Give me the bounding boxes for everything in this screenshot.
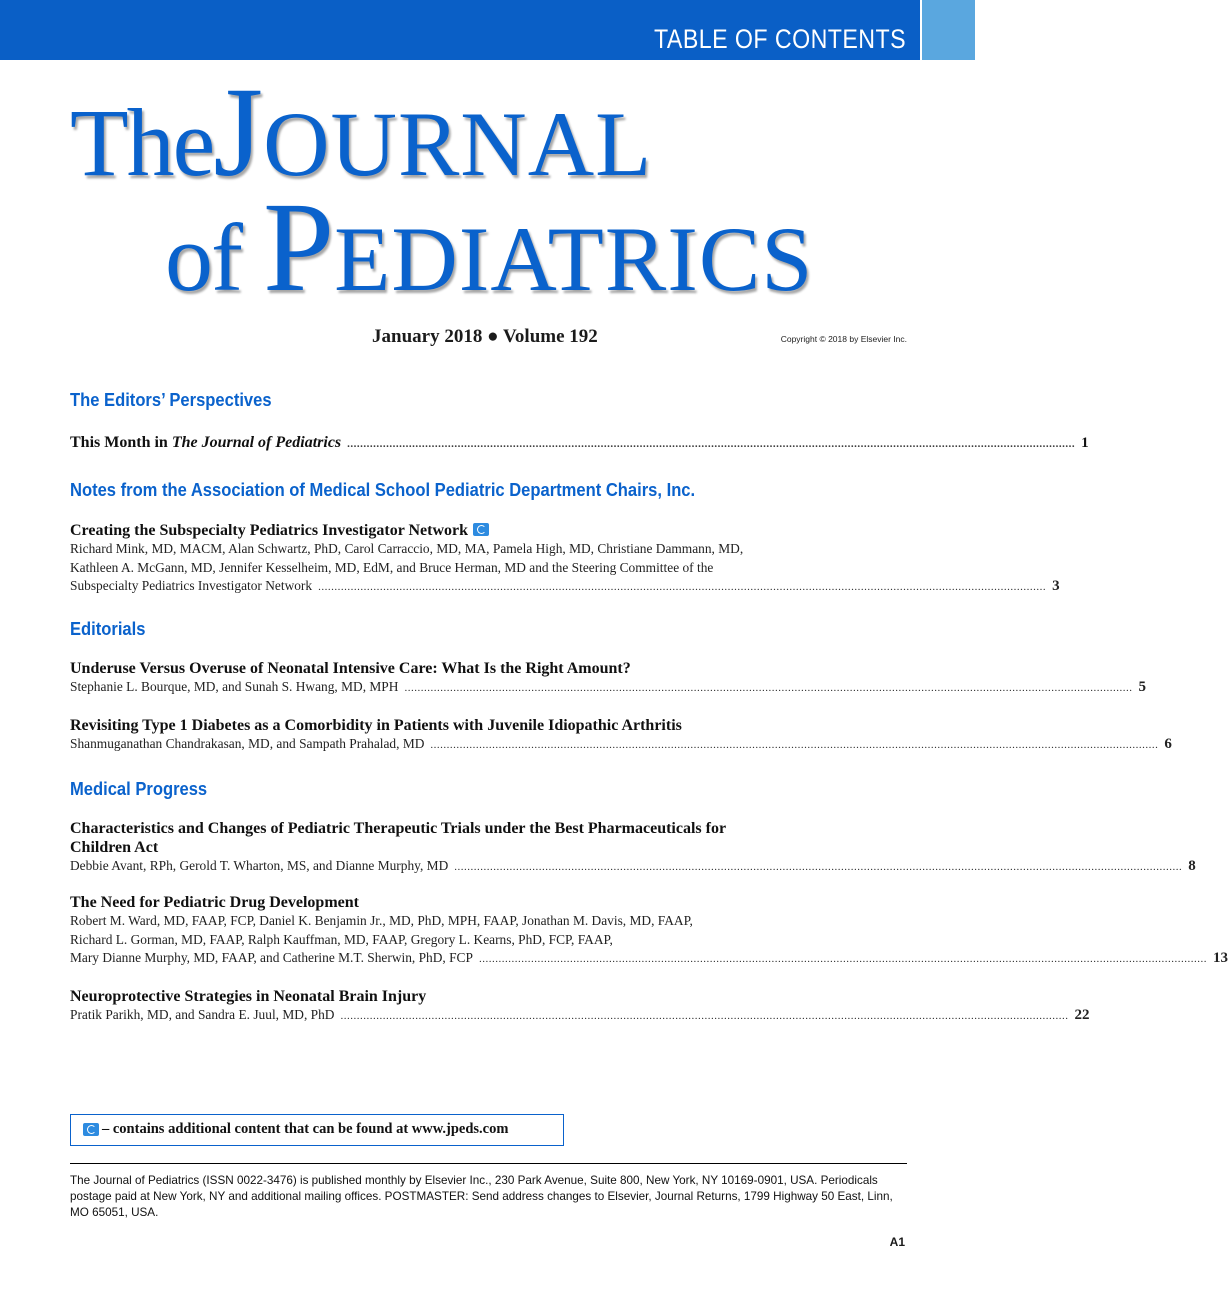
masthead-line-2: [165, 176, 814, 318]
toc-entry[interactable]: [70, 659, 1146, 698]
masthead-the: The: [70, 89, 214, 196]
entry-title[interactable]: Characteristics and Changes of Pediatric Therapeutic Trials under the Best Pharmaceuticals for: [70, 819, 727, 837]
entry-title[interactable]: The Need for Pediatric Drug Development: [70, 894, 359, 911]
entry-title[interactable]: Neuroprotective Strategies in Neonatal Brain Injury: [70, 987, 427, 1005]
entry-authors: Pratik Parikh, MD, and Sandra E. Juul, MD, PhD: [70, 1006, 335, 1022]
section-label: TABLE OF CONTENTS: [653, 24, 906, 54]
page-number: 22: [1074, 1006, 1090, 1023]
issue-date-volume: January 2018 ● Volume 192: [372, 326, 598, 347]
toc-entry[interactable]: [70, 521, 1060, 597]
page-number-footer: A1: [889, 1235, 905, 1249]
leader-dots: ................................................................................................................................................................................................................................: [478, 953, 1207, 965]
page-number: 1: [1081, 435, 1089, 451]
page-number: 6: [1164, 736, 1172, 752]
masthead-line-1: [70, 61, 653, 203]
copyright: Copyright © 2018 by Elsevier Inc.: [780, 334, 907, 344]
entry-authors: Robert M. Ward, MD, FAAP, FCP, Daniel K. Benjamin Jr., MD, PhD, MPH, FAAP, Jonathan M. Davis, MD, FAAP,: [70, 913, 693, 928]
masthead-ediatrics: EDIATRICS: [334, 208, 814, 310]
page-number: 3: [1052, 578, 1060, 594]
section-heading-editorials: Editorials: [70, 618, 146, 639]
additional-content-legend: [70, 1114, 564, 1146]
entry-authors: Debbie Avant, RPh, Gerold T. Wharton, MS, and Dianne Murphy, MD: [70, 857, 449, 873]
masthead-j: J: [213, 61, 264, 203]
page-number: 13: [1212, 950, 1228, 966]
table-of-contents: [70, 390, 1228, 1025]
header-accent-block: [922, 0, 975, 60]
header-bar: [0, 0, 920, 60]
toc-entry[interactable]: [70, 819, 1196, 877]
leader-dots: ................................................................................................................................................................................................................................: [454, 860, 1183, 873]
entry-authors: Richard L. Gorman, MD, FAAP, Ralph Kauffman, MD, FAAP, Gregory L. Kearns, PhD, FCP, FAAP,: [70, 931, 613, 947]
entry-authors: Shanmuganathan Chandrakasan, MD, and Sampath Prahalad, MD: [70, 736, 425, 751]
page-number: 8: [1188, 857, 1196, 874]
additional-content-icon: [83, 1123, 99, 1136]
entry-authors: Kathleen A. McGann, MD, Jennifer Kesselheim, MD, EdM, and Bruce Herman, MD and the Steering Committee of the: [70, 559, 714, 575]
masthead-ournal: OURNAL: [263, 93, 653, 195]
leader-dots: ................................................................................................................................................................................................................................: [430, 739, 1159, 751]
leader-dots: ................................................................................................................................................................................................................................: [347, 438, 1076, 450]
entry-authors: Richard Mink, MD, MACM, Alan Schwartz, PhD, Carol Carraccio, MD, MA, Pamela High, MD, Christiane Dammann, MD,: [70, 541, 744, 556]
entry-title[interactable]: This Month in The Journal of Pediatrics: [70, 434, 342, 451]
masthead-of: of: [165, 204, 241, 311]
footer-rule: [70, 1163, 907, 1164]
toc-entry[interactable]: [70, 893, 1228, 969]
section-heading-medical-progress: Medical Progress: [70, 778, 208, 799]
section-heading-editors-perspectives: The Editors’ Perspectives: [70, 390, 272, 410]
entry-authors: Stephanie L. Bourque, MD, and Sunah S. Hwang, MD, MPH: [70, 678, 399, 694]
entry-title[interactable]: Underuse Versus Overuse of Neonatal Intensive Care: What Is the Right Amount?: [70, 659, 631, 677]
leader-dots: ................................................................................................................................................................................................................................: [318, 581, 1047, 593]
toc-entry[interactable]: [70, 716, 1172, 755]
toc-entry[interactable]: [70, 433, 1089, 454]
leader-dots: ................................................................................................................................................................................................................................: [340, 1009, 1069, 1022]
leader-dots: ................................................................................................................................................................................................................................: [404, 681, 1133, 694]
section-heading-notes: Notes from the Association of Medical School Pediatric Department Chairs, Inc.: [70, 480, 696, 500]
additional-content-icon: [473, 523, 489, 536]
entry-authors: Mary Dianne Murphy, MD, FAAP, and Catherine M.T. Sherwin, PhD, FCP: [70, 950, 473, 965]
entry-title[interactable]: Children Act: [70, 838, 159, 856]
masthead-p: P: [262, 176, 335, 318]
entry-authors: Subspecialty Pediatrics Investigator Network: [70, 578, 313, 593]
toc-entry[interactable]: [70, 987, 1090, 1026]
entry-title[interactable]: Creating the Subspecialty Pediatrics Investigator Network: [70, 521, 907, 540]
page-number: 5: [1138, 678, 1146, 695]
entry-title[interactable]: Revisiting Type 1 Diabetes as a Comorbidity in Patients with Juvenile Idiopathic Arthritis: [70, 717, 682, 734]
publication-footer: The Journal of Pediatrics (ISSN 0022-3476) is published monthly by Elsevier Inc., 230 Park Avenue, Suite 800, New York, NY 10169-0901, USA. Periodicals postage paid at New York, NY and additional mailing offices. POSTMASTER: Send address changes to Elsevier, Journal Returns, 1799 Highway 50 East, Linn, MO 65051, USA.: [70, 1174, 893, 1219]
legend-text: – contains additional content that can be found at www.jpeds.com: [102, 1121, 509, 1137]
